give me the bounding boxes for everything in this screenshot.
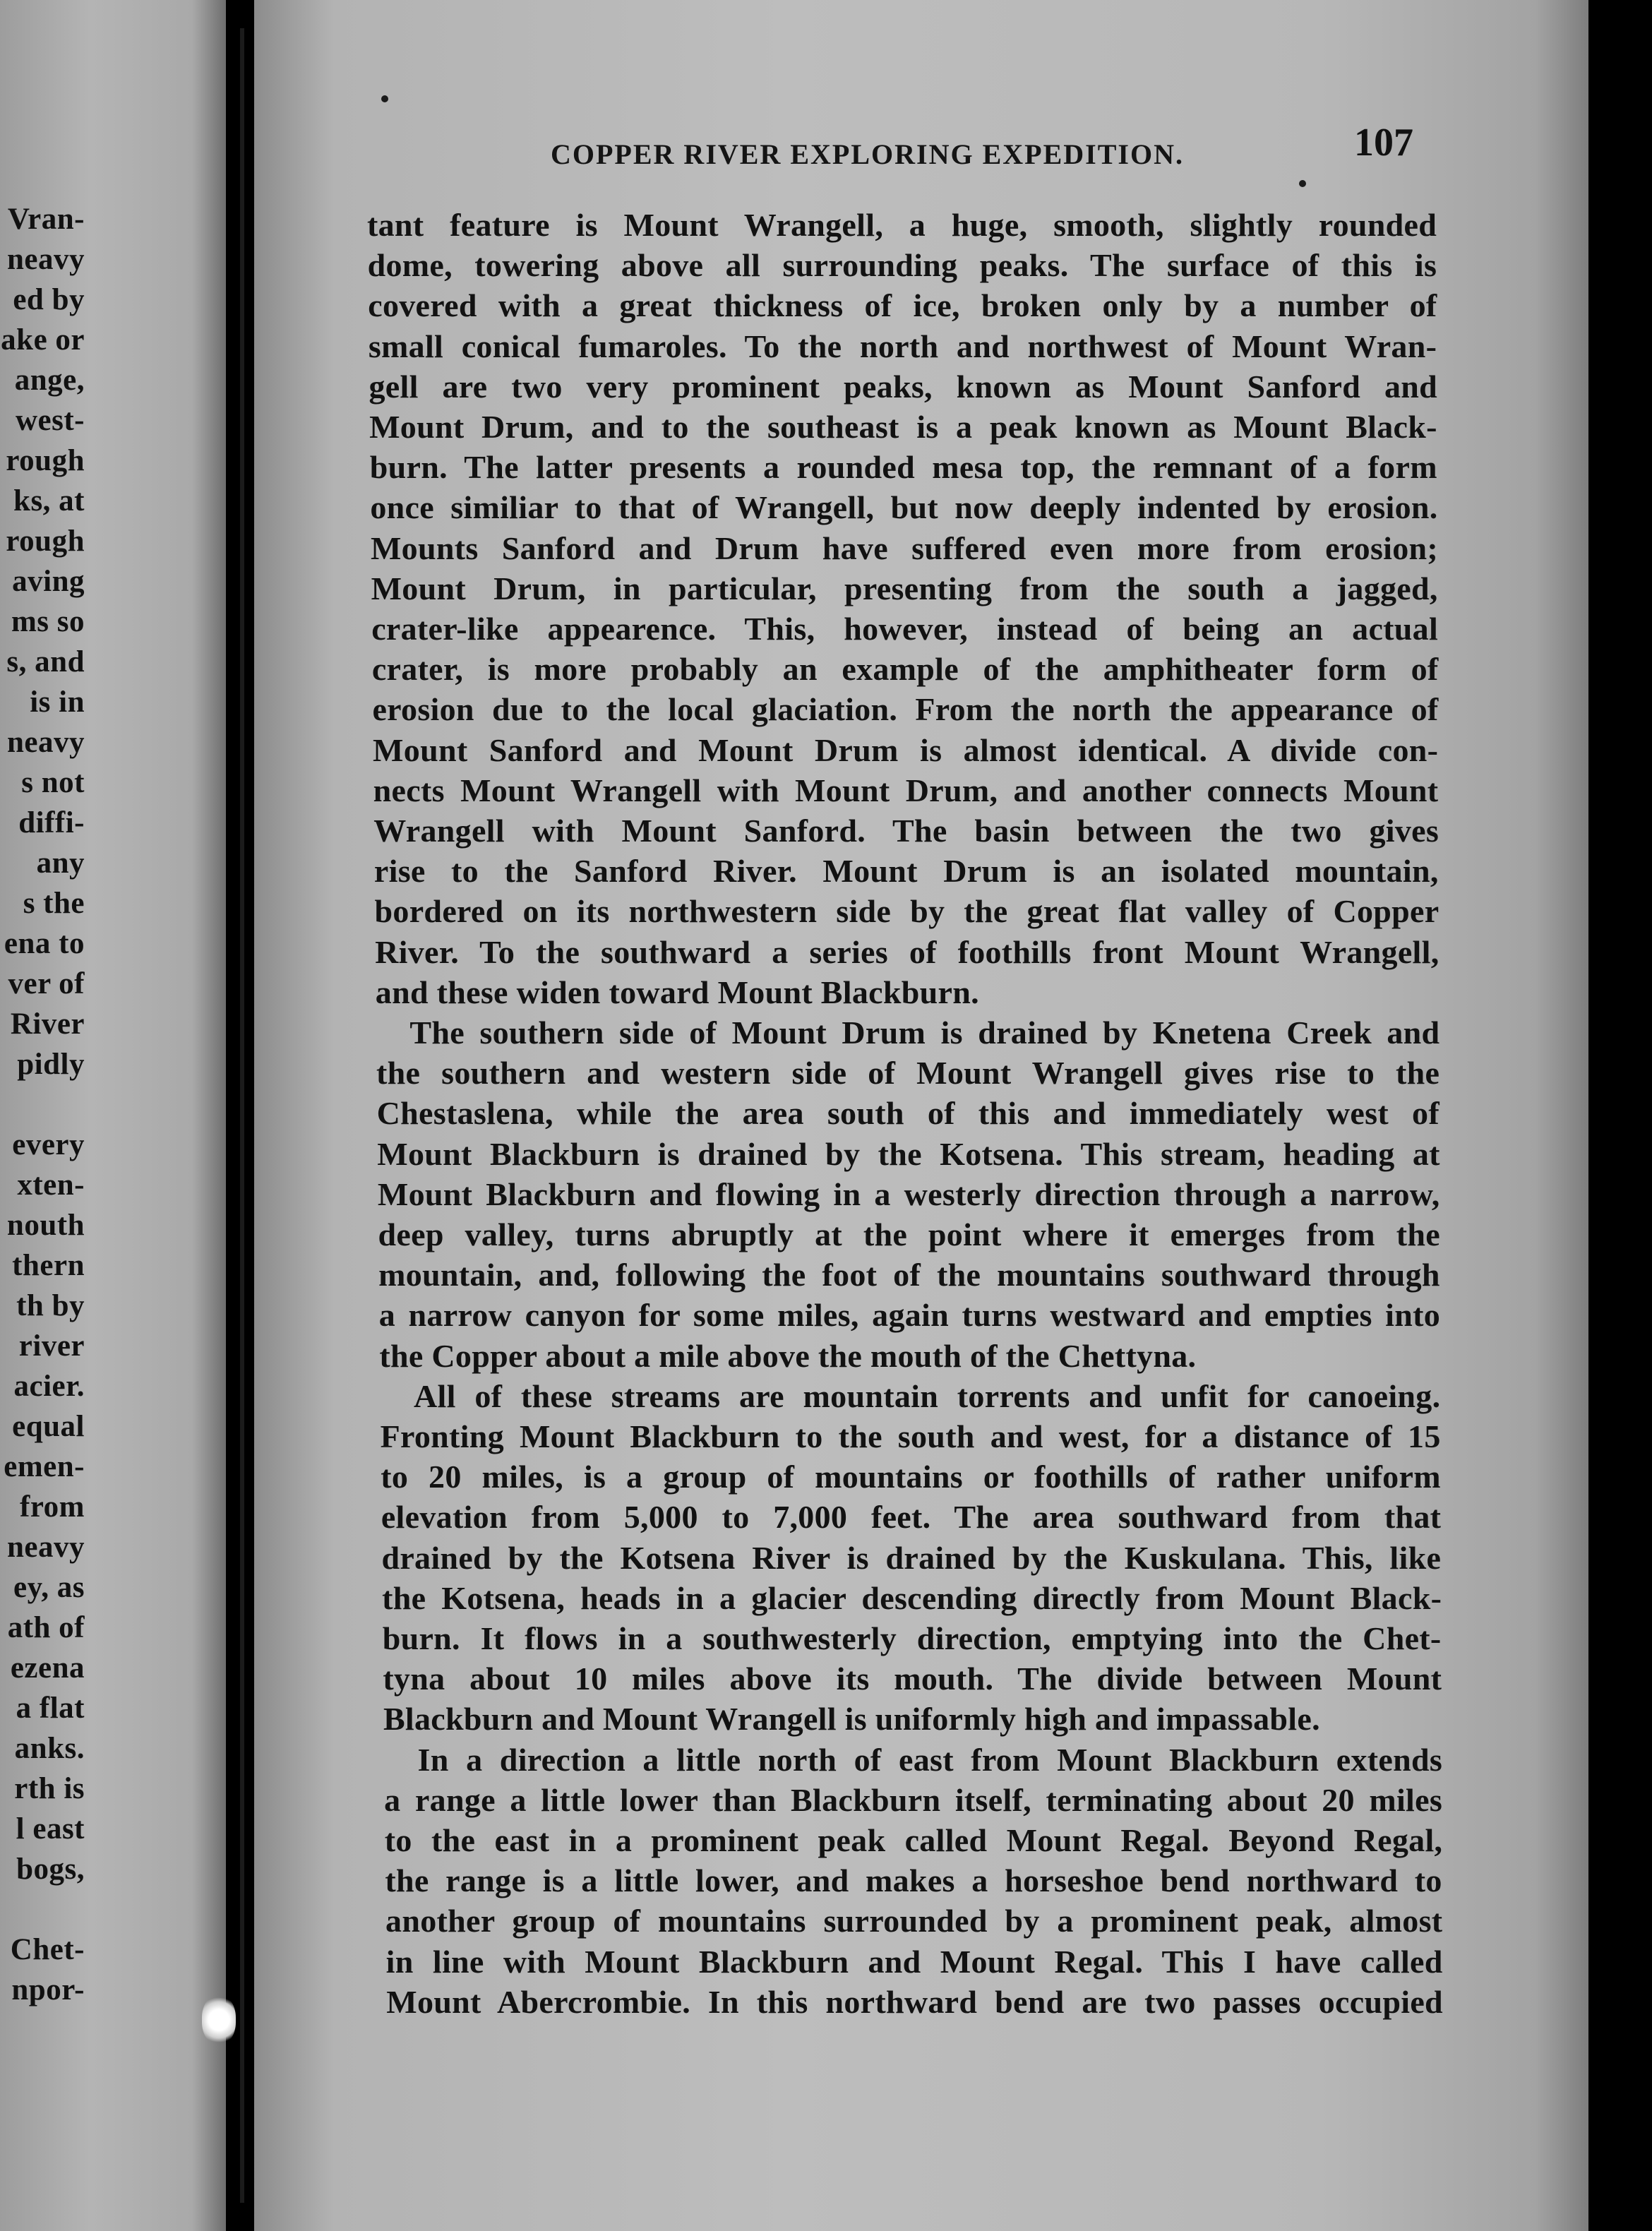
text-line: burn. It flows in a southwesterly direction, emptying into the Chet- bbox=[382, 1620, 1442, 1656]
facing-page-line: rough bbox=[6, 444, 85, 477]
facing-page-line: rough bbox=[6, 525, 85, 558]
facing-page-line: ange, bbox=[14, 364, 85, 397]
facing-page-line: bogs, bbox=[16, 1853, 85, 1886]
text-line: Mounts Sanford and Drum have suffered even more from erosion; bbox=[370, 530, 1439, 566]
facing-page-line: neavy bbox=[7, 243, 85, 276]
facing-page-line: a flat bbox=[16, 1692, 85, 1725]
text-line: crater, is more probably an example of the amphitheater form of bbox=[371, 651, 1439, 688]
text-line: burn. The latter presents a rounded mesa top, the remnant of a form bbox=[369, 449, 1437, 486]
facing-page-line: from bbox=[20, 1490, 85, 1524]
facing-page-line: neavy bbox=[7, 1531, 85, 1564]
text-line: in line with Mount Blackburn and Mount Regal. This I have called bbox=[385, 1943, 1443, 1980]
facing-page-line: s not bbox=[21, 766, 85, 799]
text-line: rise to the Sanford River. Mount Drum is an isolated mountain, bbox=[373, 853, 1439, 890]
text-line: a narrow canyon for some miles, again turns westward and empties into bbox=[378, 1297, 1441, 1334]
text-line: a range a little lower than Blackburn itself, terminating about 20 miles bbox=[384, 1781, 1443, 1818]
text-line: and these widen toward Mount Blackburn. bbox=[375, 974, 979, 1010]
text-line: tyna about 10 miles above its mouth. The divide between Mount bbox=[383, 1661, 1442, 1697]
print-speck bbox=[1299, 180, 1306, 187]
text-line: River. To the southward a series of foothills front Mount Wrangell, bbox=[375, 933, 1439, 970]
text-line: Mount Blackburn and flowing in a westerly direction through a narrow, bbox=[377, 1176, 1440, 1212]
text-line: bordered on its northwestern side by the great flat valley of Copper bbox=[374, 893, 1439, 930]
facing-page-line: ks, at bbox=[13, 484, 85, 518]
facing-page-line: thern bbox=[12, 1249, 85, 1282]
gutter-shadow bbox=[240, 28, 244, 2203]
facing-page-line: is in bbox=[30, 686, 85, 719]
running-head: COPPER RIVER EXPLORING EXPEDITION. bbox=[551, 138, 1184, 170]
text-line: Fronting Mount Blackburn to the south and west, for a distance of 15 bbox=[380, 1418, 1441, 1454]
facing-page-line: River bbox=[10, 1007, 85, 1041]
facing-page-line: Vran- bbox=[7, 203, 85, 236]
facing-page-fragment bbox=[0, 0, 226, 2231]
facing-page-line: west- bbox=[15, 404, 85, 437]
facing-page-line: acier. bbox=[13, 1370, 85, 1403]
text-line: the Kotsena, heads in a glacier descending directly from Mount Black- bbox=[382, 1579, 1442, 1616]
facing-page-line: ms so bbox=[11, 605, 85, 638]
print-speck bbox=[381, 95, 388, 102]
text-line: Mount Sanford and Mount Drum is almost identical. A divide con- bbox=[373, 731, 1439, 768]
text-line: the Copper about a mile above the mouth of the Chettyna. bbox=[379, 1337, 1197, 1374]
facing-page-line: npor- bbox=[11, 1973, 85, 2006]
text-line: Mount Drum, and to the southeast is a peak known as Mount Black- bbox=[369, 409, 1437, 445]
facing-page-line: s, and bbox=[6, 645, 85, 678]
text-line: erosion due to the local glaciation. From the north the appearance of bbox=[372, 691, 1439, 728]
facing-page-line: ey, as bbox=[13, 1571, 85, 1604]
text-line: Chestaslena, while the area south of this and immediately west of bbox=[376, 1095, 1439, 1132]
facing-page-line: th by bbox=[16, 1289, 85, 1322]
text-line: covered with a great thickness of ice, broken only by a number of bbox=[368, 287, 1437, 324]
facing-page-line: xten- bbox=[17, 1168, 85, 1202]
text-line: the southern and western side of Mount Wrangell gives rise to the bbox=[376, 1055, 1440, 1091]
facing-page-line: ake or bbox=[1, 323, 85, 357]
facing-page-line: s the bbox=[23, 887, 85, 920]
text-line: Blackburn and Mount Wrangell is uniformly high and impassable. bbox=[383, 1701, 1320, 1737]
text-line: Mount Abercrombie. In this northward bend are two passes occupied bbox=[386, 1983, 1443, 2020]
text-line: small conical fumaroles. To the north and northwest of Mount Wran- bbox=[368, 328, 1437, 364]
text-line: to the east in a prominent peak called Mount Regal. Beyond Regal, bbox=[384, 1822, 1443, 1858]
text-line: Mount Blackburn is drained by the Kotsena. This stream, heading at bbox=[377, 1135, 1440, 1172]
facing-page-line: pidly bbox=[17, 1048, 85, 1081]
text-line: Wrangell with Mount Sanford. The basin between the two gives bbox=[373, 813, 1439, 849]
text-line: nects Mount Wrangell with Mount Drum, and another connects Mount bbox=[373, 772, 1439, 808]
facing-page-line: rth is bbox=[14, 1772, 85, 1805]
facing-page-line: neavy bbox=[7, 726, 85, 759]
text-line: elevation from 5,000 to 7,000 feet. The area southward from that bbox=[381, 1499, 1442, 1536]
scan-border bbox=[1588, 0, 1652, 2231]
facing-page-line: anks. bbox=[14, 1732, 85, 1765]
facing-page-line: l east bbox=[16, 1812, 85, 1846]
text-line: another group of mountains surrounded by a prominent peak, almost bbox=[385, 1903, 1443, 1939]
facing-page-line: river bbox=[18, 1329, 85, 1363]
text-line: mountain, and, following the foot of the mountains southward through bbox=[378, 1257, 1440, 1293]
text-line: once similiar to that of Wrangell, but now deeply indented by erosion. bbox=[370, 489, 1438, 526]
text-line: crater-like appearence. This, however, instead of being an actual bbox=[371, 611, 1439, 647]
facing-page-line: every bbox=[12, 1128, 85, 1161]
text-line: dome, towering above all surrounding peaks. The surface of this is bbox=[367, 247, 1437, 284]
facing-page-line: ed by bbox=[13, 283, 85, 316]
facing-page-line: ver of bbox=[8, 967, 85, 1000]
text-line: tant feature is Mount Wrangell, a huge, smooth, slightly rounded bbox=[367, 207, 1437, 243]
facing-page-line: nouth bbox=[6, 1209, 85, 1242]
facing-page-line: ezena bbox=[10, 1651, 85, 1685]
facing-page-line: ena to bbox=[4, 927, 85, 960]
facing-page-line: ath of bbox=[7, 1611, 85, 1644]
text-line: the range is a little lower, and makes a horseshoe bend northward to bbox=[385, 1862, 1442, 1899]
facing-page-line: emen- bbox=[4, 1450, 85, 1483]
page-number: 107 bbox=[1354, 121, 1413, 165]
text-line: Mount Drum, in particular, presenting from the south a jagged, bbox=[371, 570, 1438, 606]
facing-page-line: Chet- bbox=[10, 1933, 85, 1966]
facing-page-line: aving bbox=[12, 565, 85, 598]
paragraph-first-line: All of these streams are mountain torrents and unfit for canoeing. bbox=[413, 1377, 1441, 1414]
text-line: to 20 miles, is a group of mountains or foothills of rather uniform bbox=[381, 1459, 1441, 1495]
paragraph-first-line: In a direction a little north of east from Mount Blackburn extends bbox=[417, 1741, 1443, 1778]
paper-stain bbox=[202, 1995, 236, 2045]
text-line: deep valley, turns abruptly at the point where it emerges from the bbox=[378, 1216, 1440, 1252]
text-line: gell are two very prominent peaks, known as Mount Sanford and bbox=[369, 368, 1438, 405]
facing-page-line: diffi- bbox=[18, 806, 85, 839]
facing-page-line: equal bbox=[12, 1410, 85, 1443]
text-line: drained by the Kotsena River is drained by the Kuskulana. This, like bbox=[381, 1539, 1442, 1576]
facing-page-line: any bbox=[36, 847, 85, 880]
paragraph-first-line: The southern side of Mount Drum is drained by Knetena Creek and bbox=[409, 1015, 1440, 1051]
